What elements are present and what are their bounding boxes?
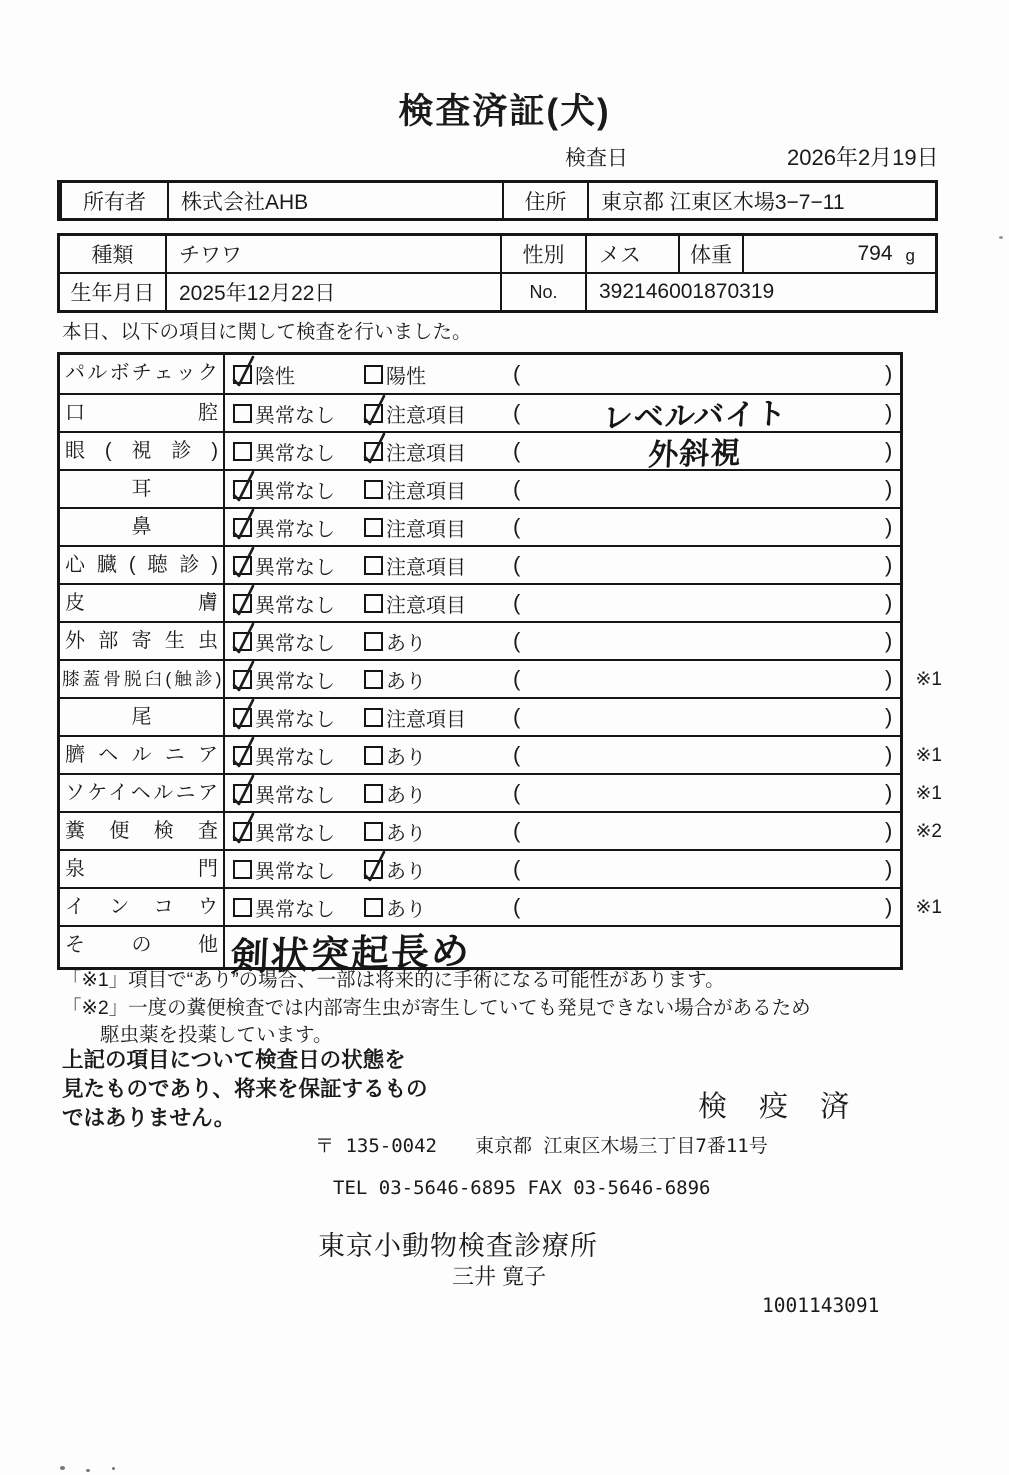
exam-option-label: あり [386, 670, 426, 693]
paren-close: ) [885, 361, 893, 386]
paren-close: ) [885, 704, 893, 729]
exam-option [364, 737, 426, 773]
exam-option [233, 623, 335, 659]
unchecked-checkbox [364, 365, 383, 384]
checked-checkbox [233, 365, 252, 384]
checked-checkbox [364, 404, 383, 423]
checklist-row [60, 621, 900, 659]
unchecked-checkbox [364, 480, 383, 499]
paren-open: ( [513, 514, 521, 539]
exam-item-content [225, 851, 900, 887]
footnote-ref-mark: ※2 [915, 820, 942, 842]
scan-artifact [112, 1467, 115, 1470]
paren-close: ) [885, 400, 893, 425]
number-value: 392146001870319 [585, 274, 935, 310]
exam-option-label: あり [386, 898, 426, 921]
paren-close: ) [885, 856, 893, 881]
owner-value: 株式会社AHB [167, 183, 502, 218]
paren-open: ( [513, 856, 521, 881]
clinic-tel-fax: TEL 03-5646-6895 FAX 03-5646-6896 [333, 1177, 711, 1199]
exam-option [364, 509, 466, 545]
checked-checkbox [233, 746, 252, 765]
birth-label: 生年月日 [70, 282, 155, 305]
exam-option [364, 623, 426, 659]
exam-option [364, 547, 466, 583]
paren-close: ) [885, 780, 893, 805]
exam-item-content [225, 509, 900, 545]
exam-option-label: あり [386, 746, 426, 769]
quarantine-stamp: 検 疫 済 [698, 1091, 862, 1123]
exam-option [233, 699, 335, 735]
exam-option [364, 433, 466, 469]
exam-item-label: 膝蓋骨脱臼(触診) [60, 661, 225, 697]
paren-open: ( [513, 780, 521, 805]
exam-item-label: 尾 [60, 699, 225, 735]
exam-option-label: あり [386, 784, 426, 807]
exam-item-label: 耳 [60, 471, 225, 507]
exam-item-content [225, 889, 900, 925]
footnote-ref-mark: ※1 [915, 782, 942, 804]
checked-checkbox [364, 442, 383, 461]
exam-option-label: 異常なし [255, 860, 335, 883]
checked-checkbox [233, 822, 252, 841]
checklist-row [60, 697, 900, 735]
exam-option [364, 355, 426, 393]
exam-option [233, 547, 335, 583]
paren-close: ) [885, 894, 893, 919]
exam-item-label: 皮膚 [60, 585, 225, 621]
exam-option [233, 813, 335, 849]
clinic-postal-address [315, 1131, 768, 1158]
exam-option-label: あり [386, 860, 426, 883]
checklist-row [60, 469, 900, 507]
exam-item-label: 眼(視診) [60, 433, 225, 469]
checklist-row [60, 659, 942, 697]
page-title: 検査済証(犬) [398, 92, 611, 131]
unchecked-checkbox [233, 860, 252, 879]
paren-open: ( [513, 400, 521, 425]
exam-option [364, 661, 426, 697]
paren-close: ) [885, 552, 893, 577]
exam-item-content [225, 547, 900, 583]
footnote-ref-mark: ※1 [915, 668, 942, 690]
exam-option [364, 889, 426, 925]
exam-option [364, 699, 466, 735]
paren-open: ( [513, 818, 521, 843]
exam-item-label: 口腔 [60, 395, 225, 431]
checklist-row [60, 583, 900, 621]
unchecked-checkbox [364, 898, 383, 917]
checklist-row [60, 393, 900, 436]
checked-checkbox [233, 518, 252, 537]
paren-open: ( [513, 361, 521, 386]
checked-checkbox [233, 670, 252, 689]
exam-item-label: 外部寄生虫 [60, 623, 225, 659]
address-value: 東京都 江東区木場3−7−11 [587, 183, 935, 218]
exam-item-content [225, 433, 900, 473]
exam-option [233, 355, 295, 393]
disclaimer-text [62, 1046, 428, 1133]
checklist-row [60, 773, 942, 811]
paren-open: ( [513, 704, 521, 729]
checklist-row [60, 545, 900, 583]
exam-option [233, 433, 335, 469]
exam-option-label: 異常なし [255, 480, 335, 503]
footnote-ref-mark: ※1 [915, 744, 942, 766]
exam-item-label: インコウ [60, 889, 225, 925]
owner-label: 所有者 [83, 190, 146, 214]
paren-open: ( [513, 476, 521, 501]
exam-option-label: 異常なし [255, 822, 335, 845]
paren-open: ( [513, 552, 521, 577]
paren-close: ) [885, 514, 893, 539]
exam-option [364, 585, 466, 621]
checklist-row [60, 887, 942, 925]
weight-value-cell [742, 236, 935, 272]
unchecked-checkbox [233, 442, 252, 461]
exam-item-label: 泉門 [60, 851, 225, 887]
unchecked-checkbox [364, 632, 383, 651]
paren-open: ( [513, 894, 521, 919]
checked-checkbox [233, 480, 252, 499]
exam-option-label: あり [386, 632, 426, 655]
exam-option-label: 注意項目 [386, 556, 466, 579]
exam-option-label: 注意項目 [386, 708, 466, 731]
paren-close: ) [885, 476, 893, 501]
unchecked-checkbox [364, 822, 383, 841]
paren-open: ( [513, 590, 521, 615]
disclaimer-line1: 上記の項目について検査日の状態を [62, 1048, 406, 1072]
clinic-address: 東京都 江東区木場三丁目7番11号 [474, 1135, 768, 1157]
exam-item-content [225, 585, 900, 621]
checklist-row [60, 507, 900, 545]
exam-option [233, 395, 335, 431]
exam-option-label: 異常なし [255, 898, 335, 921]
clinic-name: 東京小動物検査診療所 [318, 1231, 598, 1261]
exam-option [364, 775, 426, 811]
exam-option-label: 陽性 [386, 365, 426, 388]
exam-option-label: 異常なし [255, 746, 335, 769]
unchecked-checkbox [364, 556, 383, 575]
paren-open: ( [513, 438, 521, 463]
exam-option-label: 陰性 [255, 365, 295, 388]
unchecked-checkbox [364, 784, 383, 803]
paren-close: ) [885, 666, 893, 691]
address-label: 住所 [502, 183, 587, 218]
weight-value: 794 [857, 242, 893, 265]
unchecked-checkbox [364, 670, 383, 689]
checked-checkbox [233, 784, 252, 803]
disclaimer-line2: 見たものであり、将来を保証するもの [62, 1077, 428, 1101]
exam-item-label: ソケイヘルニア [60, 775, 225, 811]
exam-option-label: 注意項目 [386, 518, 466, 541]
sex-label: 性別 [500, 236, 585, 272]
handwritten-note: 剣状突起長め [229, 930, 472, 980]
handwritten-note: レベルバイト [602, 397, 788, 436]
exam-item-label: 心臓(聴診) [60, 547, 225, 583]
footnote-2-line1: 「※2」一度の糞便検査では内部寄生虫が寄生していても発見できない場合があるため [62, 997, 811, 1019]
paren-close: ) [885, 590, 893, 615]
checked-checkbox [233, 708, 252, 727]
exam-option [233, 585, 335, 621]
checked-checkbox [233, 594, 252, 613]
exam-option-label: 異常なし [255, 594, 335, 617]
exam-option [233, 737, 335, 773]
number-label: No. [500, 274, 585, 310]
sex-value: メス [585, 236, 678, 272]
exam-option [233, 889, 335, 925]
exam-item-label: パルボチェック [60, 355, 225, 393]
exam-option [364, 851, 426, 887]
weight-label: 体重 [678, 236, 742, 272]
exam-item-content [225, 927, 900, 980]
exam-item-label: 鼻 [60, 509, 225, 545]
exam-item-content [225, 395, 900, 436]
checklist-row [60, 849, 900, 887]
unchecked-checkbox [233, 898, 252, 917]
scan-artifact [60, 1466, 65, 1470]
exam-option-label: あり [386, 822, 426, 845]
birth-value: 2025年12月22日 [165, 274, 500, 310]
unchecked-checkbox [364, 518, 383, 537]
intro-text: 本日、以下の項目に関して検査を行いました。 [62, 321, 472, 343]
exam-item-content [225, 775, 900, 811]
checklist-row [60, 811, 942, 849]
exam-option-label: 異常なし [255, 518, 335, 541]
postal-code: 〒 135-0042 [315, 1135, 437, 1157]
exam-option [233, 775, 335, 811]
paren-open: ( [513, 666, 521, 691]
exam-item-label: 糞便検査 [60, 813, 225, 849]
handwritten-note: 外斜視 [647, 436, 743, 473]
exam-option [364, 395, 466, 431]
unchecked-checkbox [364, 746, 383, 765]
exam-item-content [225, 661, 900, 697]
checked-checkbox [364, 860, 383, 879]
exam-option [364, 813, 426, 849]
exam-option-label: 異常なし [255, 404, 335, 427]
checked-checkbox [233, 632, 252, 651]
exam-option [233, 471, 335, 507]
footnote-ref-mark: ※1 [915, 896, 942, 918]
inspection-date-value: 2026年2月19日 [787, 145, 939, 170]
checklist-row [60, 355, 900, 393]
footnote-1: 「※1」項目で“あり”の場合、一部は将来的に手術になる可能性があります。 [62, 969, 725, 991]
scan-artifact [999, 236, 1003, 239]
exam-item-content [225, 699, 900, 735]
exam-option-label: 異常なし [255, 670, 335, 693]
exam-option [233, 851, 335, 887]
owner-table [57, 180, 938, 221]
checklist-row [60, 431, 900, 473]
paren-close: ) [885, 742, 893, 767]
exam-option [233, 661, 335, 697]
breed-label: 種類 [91, 244, 134, 267]
exam-item-content [225, 813, 900, 849]
exam-item-content [225, 623, 900, 659]
paren-open: ( [513, 742, 521, 767]
unchecked-checkbox [364, 708, 383, 727]
scan-artifact [86, 1469, 90, 1472]
exam-item-content [225, 471, 900, 507]
exam-option-label: 異常なし [255, 632, 335, 655]
pet-table [57, 233, 938, 313]
checked-checkbox [233, 556, 252, 575]
exam-option-label: 異常なし [255, 708, 335, 731]
exam-item-label: その他 [60, 927, 225, 967]
weight-unit: g [905, 246, 915, 265]
paren-close: ) [885, 818, 893, 843]
paren-open: ( [513, 628, 521, 653]
checklist-row [60, 735, 942, 773]
exam-option-label: 注意項目 [386, 594, 466, 617]
veterinarian-name: 三井 寛子 [452, 1264, 547, 1289]
exam-option [233, 509, 335, 545]
serial-number: 1001143091 [762, 1294, 880, 1317]
exam-item-content [225, 737, 900, 773]
exam-option [364, 471, 466, 507]
paren-close: ) [885, 628, 893, 653]
exam-option-label: 異常なし [255, 442, 335, 465]
exam-option-label: 注意項目 [386, 404, 466, 427]
unchecked-checkbox [364, 594, 383, 613]
unchecked-checkbox [233, 404, 252, 423]
breed-value: チワワ [165, 236, 500, 272]
exam-option-label: 異常なし [255, 556, 335, 579]
exam-option-label: 注意項目 [386, 480, 466, 503]
inspection-date-label: 検査日 [565, 147, 628, 170]
footnote-2-line2: 駆虫薬を投薬しています。 [100, 1024, 333, 1046]
disclaimer-line3: ではありません。 [62, 1106, 236, 1130]
exam-option-label: 異常なし [255, 784, 335, 807]
exam-option-label: 注意項目 [386, 442, 466, 465]
paren-close: ) [885, 438, 893, 463]
exam-item-content [225, 355, 900, 393]
exam-item-label: 臍ヘルニア [60, 737, 225, 773]
